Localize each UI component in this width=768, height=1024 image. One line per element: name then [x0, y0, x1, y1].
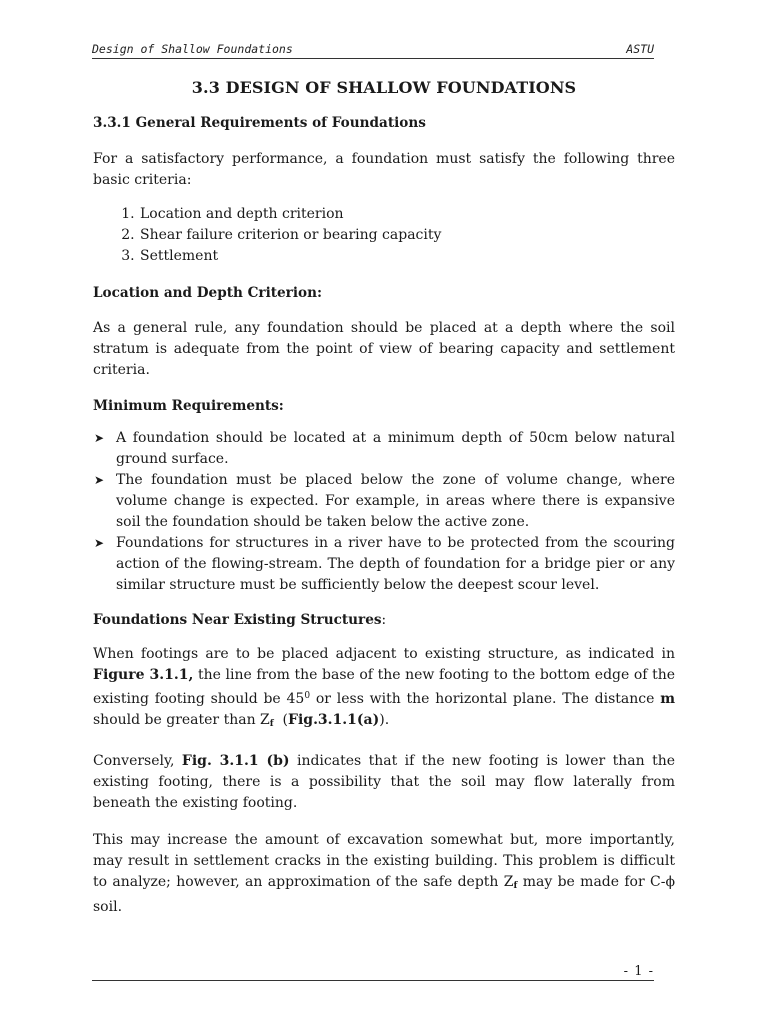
intro-paragraph: For a satisfactory performance, a foundation must satisfy the following three basic criteria: [93, 151, 675, 188]
existing-structures-heading-text: Foundations Near Existing Structures [93, 612, 382, 628]
figure-reference: Fig. 3.1.1 (b) [181, 753, 290, 769]
text-run: ( [273, 712, 289, 728]
distance-symbol: m [660, 691, 676, 707]
text-run: ). [379, 712, 390, 728]
list-item [93, 533, 675, 596]
location-heading: Location and Depth Criterion: [93, 285, 322, 301]
header-rule [92, 58, 654, 59]
text-run: Conversely, [93, 753, 182, 769]
criteria-item: 1. Location and depth criterion [139, 204, 675, 225]
text-run: When footings are to be placed adjacent to existing structure, as indicated in [93, 646, 675, 662]
conversely-paragraph [93, 751, 675, 814]
subscript: f [513, 881, 518, 891]
text-run: This may increase the amount of excavation somewhat but, more importantly, may result in settlement cracks in the existing building. This problem is difficult to analyze; however, an approximation of the safe depth Z [93, 832, 675, 890]
page-title: 3.3 DESIGN OF SHALLOW FOUNDATIONS [191, 78, 577, 97]
list-item [93, 470, 675, 533]
subscript: f [269, 719, 274, 729]
minimum-heading: Minimum Requirements: [93, 398, 284, 414]
criteria-list [93, 204, 675, 267]
footer-rule [92, 980, 654, 981]
header-left: Design of Shallow Foundations [92, 42, 293, 56]
arrow-bullet-icon: ➤ [94, 431, 105, 445]
criteria-item: 2. Shear failure criterion or bearing capacity [139, 225, 675, 246]
running-header [92, 42, 654, 56]
location-paragraph: As a general rule, any foundation should be placed at a depth where the soil stratum is adequate from the point of view of bearing capacity and settlement criteria. [93, 320, 675, 378]
figure-reference: Fig.3.1.1(a) [288, 712, 380, 728]
text-run: indicates that if the new footing is lower than the existing footing, there is a possibility that the soil may flow laterally from beneath the existing footing. [93, 753, 676, 811]
text-run: may be made for C-ϕ soil. [93, 874, 675, 915]
page-number: - 1 - [623, 964, 654, 979]
degree-superscript: 0 [304, 691, 311, 701]
text-run: the line from the base of the new footing to the bottom edge of the existing footing should be 45 [93, 667, 675, 707]
list-item [93, 428, 675, 470]
arrow-bullet-icon: ➤ [94, 473, 105, 487]
excavation-paragraph [93, 830, 675, 918]
text-run: should be greater than Z [93, 712, 270, 728]
bullet-text: The foundation must be placed below the zone of volume change, where volume change is expected. For example, in areas where there is expansive soil the foundation should be taken below the active zone. [116, 472, 675, 530]
heading-colon: : [381, 612, 387, 628]
criteria-item: 3. Settlement [139, 246, 675, 267]
bullet-text: Foundations for structures in a river have to be protected from the scouring action of the flowing-stream. The depth of foundation for a bridge pier or any similar structure must be sufficiently below the deepest scour level. [116, 535, 675, 593]
figure-paragraph [93, 644, 675, 735]
text-run: or less with the horizontal plane. The distance [310, 691, 661, 707]
bullet-text: A foundation should be located at a minimum depth of 50cm below natural ground surface. [116, 430, 675, 467]
page-content [93, 72, 675, 918]
figure-reference: Figure 3.1.1, [93, 667, 194, 683]
section-heading: 3.3.1 General Requirements of Foundations [93, 115, 426, 131]
existing-structures-heading [93, 612, 675, 628]
minimum-requirements-list [93, 428, 675, 596]
arrow-bullet-icon: ➤ [94, 536, 105, 550]
header-right: ASTU [626, 42, 654, 56]
